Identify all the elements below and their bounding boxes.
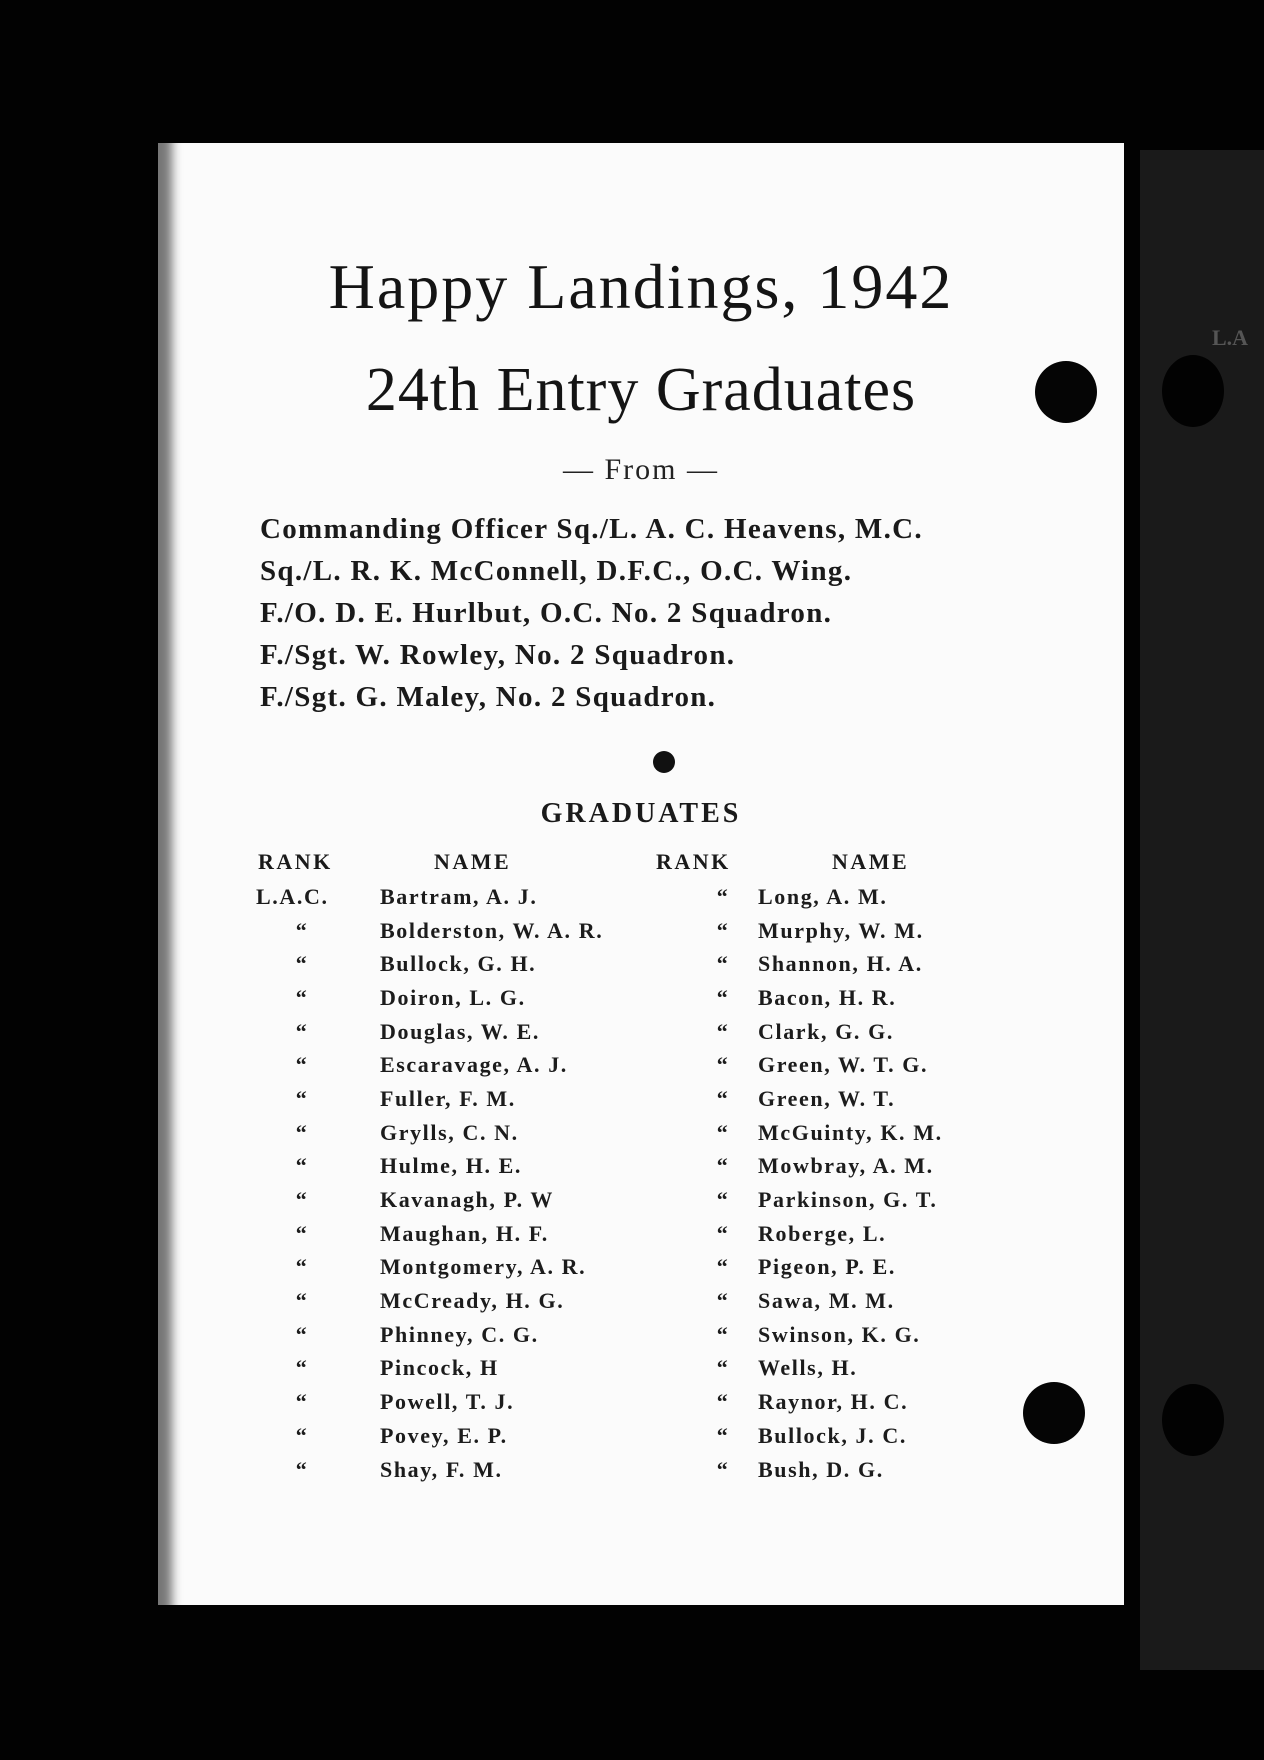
- name-cell: Murphy, W. M.: [758, 917, 924, 943]
- officer-line: Commanding Officer Sq./L. A. C. Heavens, M.C.: [260, 513, 923, 545]
- officer-line: F./Sgt. G. Maley, No. 2 Squadron.: [260, 681, 717, 713]
- table-row: [256, 1251, 1018, 1285]
- rank-cell: “: [295, 1220, 309, 1246]
- name-cell: Bartram, A. J.: [380, 883, 538, 909]
- table-row: [256, 1419, 1018, 1453]
- rank-cell: L.A.C.: [256, 883, 329, 909]
- name-cell: Escaravage, A. J.: [380, 1052, 568, 1078]
- table-row: [256, 981, 1018, 1015]
- rank-cell: “: [295, 1288, 309, 1314]
- table-row: [256, 1284, 1018, 1318]
- rank-cell: “: [295, 1018, 309, 1044]
- section-divider-dot: [653, 751, 675, 773]
- rank-cell: “: [716, 1422, 730, 1448]
- document-page: [158, 143, 1124, 1605]
- name-cell: McGuinty, K. M.: [758, 1119, 943, 1145]
- name-cell: Powell, T. J.: [380, 1389, 515, 1415]
- name-cell: Douglas, W. E.: [380, 1018, 540, 1044]
- name-cell: Pigeon, P. E.: [758, 1254, 896, 1280]
- rank-cell: “: [716, 1153, 730, 1179]
- name-cell: Shay, F. M.: [380, 1456, 503, 1482]
- name-cell: Swinson, K. G.: [758, 1321, 921, 1347]
- officer-list: [260, 508, 923, 718]
- name-cell: Povey, E. P.: [380, 1422, 508, 1448]
- name-cell: Wells, H.: [758, 1355, 858, 1381]
- rank-cell: “: [716, 951, 730, 977]
- name-cell: Shannon, H. A.: [758, 951, 923, 977]
- rank-cell: “: [716, 1389, 730, 1415]
- name-cell: Raynor, H. C.: [758, 1389, 909, 1415]
- column-header-name: NAME: [832, 849, 910, 874]
- table-row: [256, 1352, 1018, 1386]
- adjacent-punch-hole: [1162, 1384, 1224, 1456]
- rank-cell: “: [295, 1456, 309, 1482]
- rank-cell: “: [716, 1085, 730, 1111]
- name-cell: Montgomery, A. R.: [380, 1254, 587, 1280]
- rank-cell: “: [716, 1052, 730, 1078]
- name-cell: Long, A. M.: [758, 883, 888, 909]
- name-cell: Bush, D. G.: [758, 1456, 884, 1482]
- adjacent-punch-hole: [1162, 355, 1224, 427]
- rank-cell: “: [295, 1052, 309, 1078]
- rank-cell: “: [295, 1321, 309, 1347]
- table-row: [256, 1015, 1018, 1049]
- rank-cell: “: [716, 917, 730, 943]
- rank-cell: “: [295, 1085, 309, 1111]
- column-header-rank: RANK: [656, 849, 731, 874]
- from-line: — From —: [562, 453, 719, 486]
- name-cell: Clark, G. G.: [758, 1018, 894, 1044]
- rank-cell: “: [716, 1018, 730, 1044]
- name-cell: Green, W. T.: [758, 1085, 896, 1111]
- rank-cell: “: [295, 1422, 309, 1448]
- table-row: [256, 1048, 1018, 1082]
- rank-cell: “: [716, 1220, 730, 1246]
- rank-cell: “: [295, 1119, 309, 1145]
- column-header-name: NAME: [434, 849, 512, 874]
- rank-cell: “: [716, 1355, 730, 1381]
- page-subtitle: 24th Entry Graduates: [365, 356, 917, 424]
- rank-cell: “: [716, 1187, 730, 1213]
- rank-cell: “: [295, 984, 309, 1010]
- name-cell: Sawa, M. M.: [758, 1288, 895, 1314]
- rank-cell: “: [716, 1254, 730, 1280]
- table-row: [256, 947, 1018, 981]
- rank-cell: “: [716, 1288, 730, 1314]
- officer-line: F./Sgt. W. Rowley, No. 2 Squadron.: [260, 639, 736, 671]
- table-row: [256, 1183, 1018, 1217]
- name-cell: Green, W. T. G.: [758, 1052, 929, 1078]
- punch-hole: [1023, 1382, 1085, 1444]
- table-row: [256, 1116, 1018, 1150]
- table-row: [256, 914, 1018, 948]
- page-title: Happy Landings, 1942: [328, 251, 954, 322]
- table-row: [256, 1318, 1018, 1352]
- adjacent-page-text: L.A: [1212, 325, 1249, 350]
- name-cell: Phinney, C. G.: [380, 1321, 539, 1347]
- officer-line: Sq./L. R. K. McConnell, D.F.C., O.C. Wing.: [260, 555, 853, 587]
- name-cell: Fuller, F. M.: [380, 1085, 516, 1111]
- table-row: [256, 1082, 1018, 1116]
- rank-cell: “: [295, 951, 309, 977]
- name-cell: Bullock, J. C.: [758, 1422, 907, 1448]
- column-header-rank: RANK: [258, 849, 333, 874]
- rank-cell: “: [295, 1153, 309, 1179]
- name-cell: Parkinson, G. T.: [758, 1187, 938, 1213]
- rank-cell: “: [295, 1355, 309, 1381]
- table-row: [256, 1217, 1018, 1251]
- officer-line: F./O. D. E. Hurlbut, O.C. No. 2 Squadron.: [260, 597, 833, 629]
- rank-cell: “: [716, 1456, 730, 1482]
- rank-cell: “: [716, 984, 730, 1010]
- name-cell: Roberge, L.: [758, 1220, 887, 1246]
- graduates-heading: GRADUATES: [540, 798, 742, 829]
- table-row: [256, 1453, 1018, 1487]
- rank-cell: “: [295, 1187, 309, 1213]
- rank-cell: “: [716, 1119, 730, 1145]
- rank-cell: “: [295, 1389, 309, 1415]
- name-cell: Mowbray, A. M.: [758, 1153, 934, 1179]
- rank-cell: “: [716, 883, 730, 909]
- name-cell: Doiron, L. G.: [380, 984, 526, 1010]
- table-row: [256, 880, 1018, 914]
- name-cell: Bacon, H. R.: [758, 984, 897, 1010]
- graduates-table-body: [256, 880, 1018, 1486]
- name-cell: Bolderston, W. A. R.: [380, 917, 604, 943]
- table-row: [256, 1150, 1018, 1184]
- table-row: [256, 1385, 1018, 1419]
- rank-cell: “: [295, 917, 309, 943]
- name-cell: Maughan, H. F.: [380, 1220, 549, 1246]
- name-cell: McCready, H. G.: [380, 1288, 565, 1314]
- graduates-table: [256, 880, 1018, 1486]
- rank-cell: “: [716, 1321, 730, 1347]
- name-cell: Pincock, H: [380, 1355, 499, 1381]
- name-cell: Grylls, C. N.: [380, 1119, 519, 1145]
- rank-cell: “: [295, 1254, 309, 1280]
- name-cell: Bullock, G. H.: [380, 951, 537, 977]
- name-cell: Kavanagh, P. W: [380, 1187, 555, 1213]
- name-cell: Hulme, H. E.: [380, 1153, 523, 1179]
